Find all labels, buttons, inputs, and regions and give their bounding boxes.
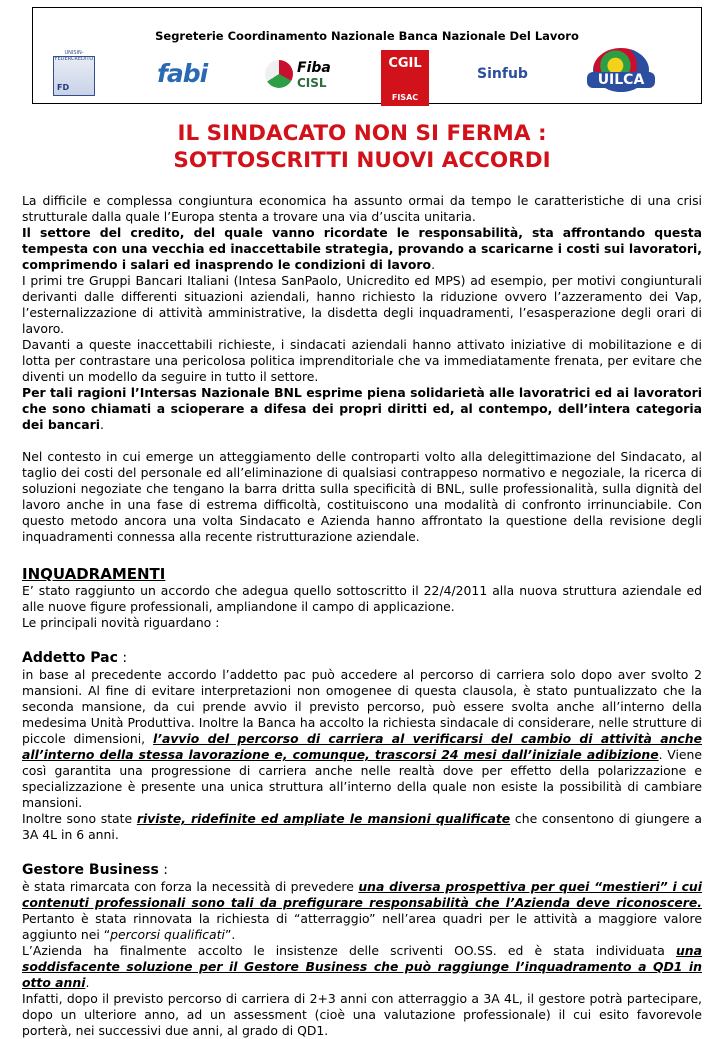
header-title: Segreterie Coordinamento Nazionale Banca Nazionale Del Lavoro (155, 29, 579, 43)
uilca-logo (587, 48, 655, 106)
inquadramenti-paragraph-2: Le principali novità riguardano : (22, 615, 220, 630)
page-title-line2: SOTTOSCRITTI NUOVI ACCORDI (173, 148, 551, 173)
gestore-business-paragraph-1 (22, 879, 702, 943)
gestore-business-paragraph-2 (22, 943, 702, 991)
gestore-business-heading (22, 861, 702, 879)
intro-paragraph-2-bold: Il settore del credito, del quale vanno ricordate le responsabilità, sta affrontando questa tempesta con una vecchia ed inaccettabile strategia, provando a scaricarne i costi sui lavoratori, comprimendo i salari ed inasprendo le condizioni di lavoro (22, 225, 702, 272)
addetto-pac-emphasis-2: riviste, ridefinite ed ampliate le mansioni qualificate (136, 811, 511, 826)
gestore-business-text-3: L’Azienda ha finalmente accolto le insistenze delle scriventi OO.SS. ed è stata individuata (22, 943, 676, 958)
fid-logo (53, 50, 95, 96)
uilca-logo-text: UILCA (587, 72, 655, 88)
addetto-pac-heading-suffix: : (117, 650, 128, 666)
gestore-business-emphasis-2: una soddisfacente soluzione per il Gestore Business che può raggiunge l’inquadramento a QD1 in otto anni (22, 943, 702, 990)
gestore-business-text-2-end: ”. (224, 927, 236, 942)
addetto-pac-text-1: in base al precedente accordo l’addetto pac può accedere al percorso di carriera solo dopo aver svolto 2 mansioni. Al fine di evitare interpretazioni non omogenee di questa clausola, è stato puntualizzato che la seconda mansione, da cui prende avvio il previsto percorso, può essere svolta anche all’interno della medesima Unità Produttiva. Inoltre la Banca ha accolto la richiesta sindacale di considerare, nelle strutture di piccole dimensioni, (22, 667, 702, 746)
fiba-logo-line1: Fiba (297, 60, 331, 76)
sinfub-logo: Sinfub (477, 66, 528, 82)
intro-paragraph-4: Davanti a queste inaccettabili richieste, i sindacati aziendali hanno attivato iniziative di mobilitazione e di lotta per contrastare una pericolosa politica imprenditoriale che va immediatamente frenata, per evitare che diventi un modello da seguire in tutto il settore. (22, 337, 702, 384)
context-paragraph: Nel contesto in cui emerge un atteggiamento delle controparti volto alla delegittimazione del Sindacato, al taglio dei costi del personale ed all’eliminazione di qualsiasi contrappeso normativo e negoziale, la ricerca di soluzioni negoziate che tengano la barra dritta sulla specificità di BNL, sulle professionalità, sulla dignità del lavoro anche in una fase di estrema difficoltà, costituiscono una modalità di confronto irrinunciabile. Con questo metodo ancora una volta Sindacato e Azienda hanno affrontato la questione della revisione degli inquadramenti connessa alla recente ristrutturazione aziendale. (22, 449, 702, 544)
addetto-pac-heading (22, 649, 702, 667)
spacer (22, 545, 702, 561)
intro-paragraph-5-end: . (99, 417, 104, 432)
fiba-arc-icon (265, 60, 293, 88)
addetto-pac-emphasis-1: l’avvio del percorso di carriera al verificarsi del cambio di attività anche all’interno della stessa lavorazione e, comunque, trascorsi 24 mesi dall’iniziale adibizione (22, 731, 702, 762)
addetto-pac-text-2: . Viene così garantita una progressione di carriera anche nelle realtà dove per effetto della polarizzazione e specializzazione è presente una unica struttura all’interno della quale non esiste la possibilità di cambiare mansioni. (22, 747, 703, 810)
addetto-pac-text-3: Inoltre sono state (22, 811, 137, 826)
gestore-business-emphasis-1: una diversa prospettiva per quei “mestieri” i cui contenuti professionali sono tali da prefigurare responsabilità che l’Azienda deve riconoscere. (22, 879, 702, 910)
fid-logo-text: FD (57, 83, 70, 92)
spacer (22, 433, 702, 449)
gestore-business-text-2: Pertanto è stata rinnovata la richiesta di “atterraggio” nell’area quadri per le attività a maggiore valore aggiunto nei “ (22, 911, 702, 942)
document-body (22, 193, 702, 1039)
cgil-fisac-logo (381, 50, 429, 106)
gestore-business-text-3-end: . (85, 975, 90, 990)
inquadramenti-heading: INQUADRAMENTI (22, 565, 166, 583)
gestore-business-text-1: è stata rimarcata con forza la necessità di prevedere (22, 879, 359, 894)
cgil-logo-line1: CGIL (388, 56, 422, 71)
gestore-business-heading-suffix: : (158, 862, 168, 878)
intro-paragraph-2 (22, 225, 702, 273)
intro-paragraph-2-end: . (431, 257, 436, 272)
spacer (22, 843, 702, 859)
gestore-business-italic: percorsi qualificati (110, 927, 225, 942)
fiba-cisl-logo (265, 54, 337, 102)
addetto-pac-text-4: che consentono di giungere a 3A 4L in 6 anni. (22, 811, 702, 842)
spacer (22, 631, 702, 647)
fiba-logo-line2: CISL (297, 76, 327, 90)
intro-paragraph-5 (22, 385, 702, 433)
header-box (32, 7, 702, 104)
cgil-logo-line2: FISAC (391, 93, 419, 102)
fid-logo-tag: UNISIN-FEDERCREDITO (54, 50, 94, 62)
inquadramenti-paragraph-1: E’ stato raggiunto un accordo che adegua quello sottoscritto il 22/4/2011 alla nuova struttura aziendale ed alle nuove figure professionali, ampliandone il campo di applicazione. (22, 583, 702, 614)
addetto-pac-heading-text: Addetto Pac (22, 650, 118, 666)
gestore-business-heading-text: Gestore Business (22, 862, 159, 878)
page-title-line1: IL SINDACATO NON SI FERMA : (177, 121, 547, 146)
intro-paragraph-1: La difficile e complessa congiuntura economica ha assunto ormai da tempo le caratteristiche di una crisi strutturale dalla quale l’Europa stenta a trovare una via d’uscita unitaria. (22, 193, 702, 224)
addetto-pac-paragraph-1 (22, 667, 702, 811)
intro-paragraph-3: I primi tre Gruppi Bancari Italiani (Intesa SanPaolo, Unicredito ed MPS) ad esempio, per motivi congiunturali derivanti dalle differenti situazioni aziendali, hanno richiesto la riduzione ovvero l’azzeramento dei Vap, l’esternalizzazione di attività amministrative, la disdetta degli inquadramenti, l’esasperazione degli orari di lavoro. (22, 273, 702, 336)
fabi-logo: fabi (157, 59, 208, 88)
addetto-pac-paragraph-2 (22, 811, 702, 843)
intro-paragraph-5-bold: Per tali ragioni l’Intersas Nazionale BNL esprime piena solidarietà alle lavoratrici ed ai lavoratori che sono chiamati a scioperare a difesa dei propri diritti ed, al contempo, dell’intera categoria dei bancari (22, 385, 702, 432)
page-title (0, 120, 724, 174)
gestore-business-paragraph-3: Infatti, dopo il previsto percorso di carriera di 2+3 anni con atterraggio a 3A 4L, il gestore potrà partecipare, dopo un ulteriore anno, ad un assessment (cioè una valutazione professionale) il cui esito favorevole porterà, nei successivi due anni, al grado di QD1. (22, 991, 702, 1038)
